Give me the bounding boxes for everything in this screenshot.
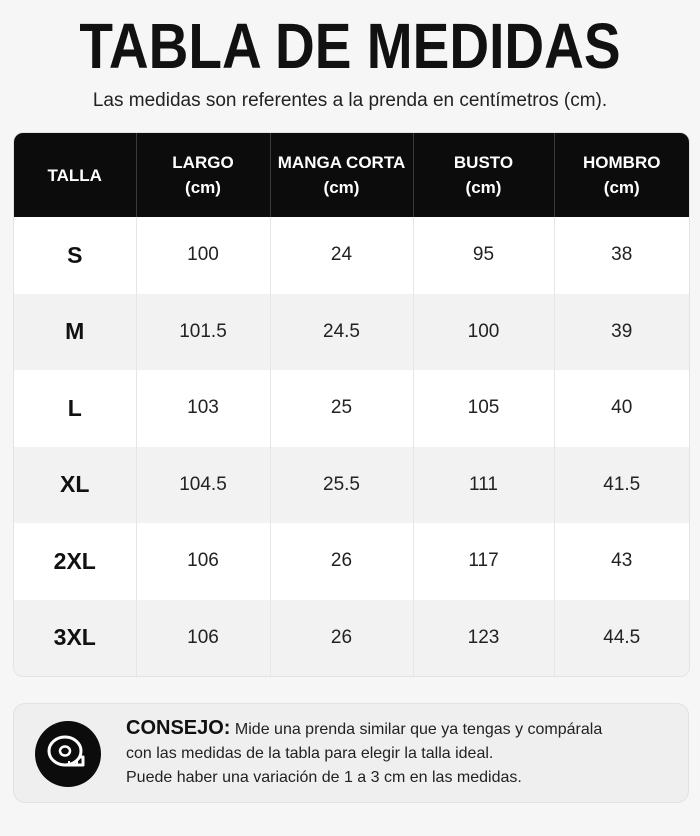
page-title: TABLA DE MEDIDAS <box>79 10 621 82</box>
hombro-cell: 39 <box>554 294 689 371</box>
busto-cell: 100 <box>413 294 554 371</box>
tip-line-1-text: Mide una prenda similar que ya tengas y compárala <box>230 721 603 738</box>
busto-cell: 105 <box>413 370 554 447</box>
manga-corta-cell: 24.5 <box>270 294 413 371</box>
manga-corta-cell: 25 <box>270 370 413 447</box>
table-row <box>14 294 689 371</box>
hombro-cell: 44.5 <box>554 600 689 677</box>
largo-cell: 101.5 <box>136 294 270 371</box>
measuring-tape-icon <box>35 721 101 787</box>
size-cell: S <box>67 241 83 268</box>
header-hombro <box>554 133 689 217</box>
hombro-cell: 40 <box>554 370 689 447</box>
tip-text <box>126 716 676 790</box>
header-unit: (cm) <box>323 178 360 197</box>
largo-cell: 106 <box>136 523 270 600</box>
table-row <box>14 600 689 677</box>
busto-cell: 95 <box>413 217 554 294</box>
manga-corta-cell: 26 <box>270 523 413 600</box>
page-subtitle: Las medidas son referentes a la prenda en centímetros (cm). <box>92 90 608 111</box>
size-cell: XL <box>60 471 90 498</box>
table-row <box>14 217 689 294</box>
tip-box <box>13 703 689 803</box>
tip-line-2: con las medidas de la tabla para elegir la talla ideal. <box>126 745 494 762</box>
table-row <box>14 447 689 524</box>
header-unit: (cm) <box>185 178 221 197</box>
size-cell: 2XL <box>53 547 96 574</box>
manga-corta-cell: 26 <box>270 600 413 677</box>
size-table-card <box>13 132 690 677</box>
table-row <box>14 370 689 447</box>
header-label: BUSTO <box>453 153 514 172</box>
hombro-cell: 43 <box>554 523 689 600</box>
tip-line-3: Puede haber una variación de 1 a 3 cm en las medidas. <box>126 769 522 786</box>
header-largo <box>136 133 270 217</box>
size-table <box>14 133 689 676</box>
header-unit: (cm) <box>465 178 502 197</box>
header-label: HOMBRO <box>583 153 661 172</box>
header-manga-corta <box>270 133 413 217</box>
size-cell: 3XL <box>53 624 96 651</box>
table-header-row <box>14 133 689 217</box>
busto-cell: 123 <box>413 600 554 677</box>
largo-cell: 106 <box>136 600 270 677</box>
largo-cell: 100 <box>136 217 270 294</box>
header-label: TALLA <box>47 165 102 185</box>
header-label: MANGA CORTA <box>277 153 406 172</box>
table-row <box>14 523 689 600</box>
hombro-cell: 41.5 <box>554 447 689 524</box>
header-label: LARGO <box>172 153 234 172</box>
tip-line-1 <box>126 716 676 742</box>
tip-label: CONSEJO: <box>126 717 231 739</box>
largo-cell: 103 <box>136 370 270 447</box>
manga-corta-cell: 24 <box>270 217 413 294</box>
busto-cell: 117 <box>413 523 554 600</box>
header-talla <box>14 133 136 217</box>
busto-cell: 111 <box>413 447 554 524</box>
manga-corta-cell: 25.5 <box>270 447 413 524</box>
size-cell: L <box>67 394 82 421</box>
header-busto <box>413 133 554 217</box>
largo-cell: 104.5 <box>136 447 270 524</box>
header-unit: (cm) <box>603 178 640 197</box>
size-cell: M <box>65 318 85 345</box>
hombro-cell: 38 <box>554 217 689 294</box>
